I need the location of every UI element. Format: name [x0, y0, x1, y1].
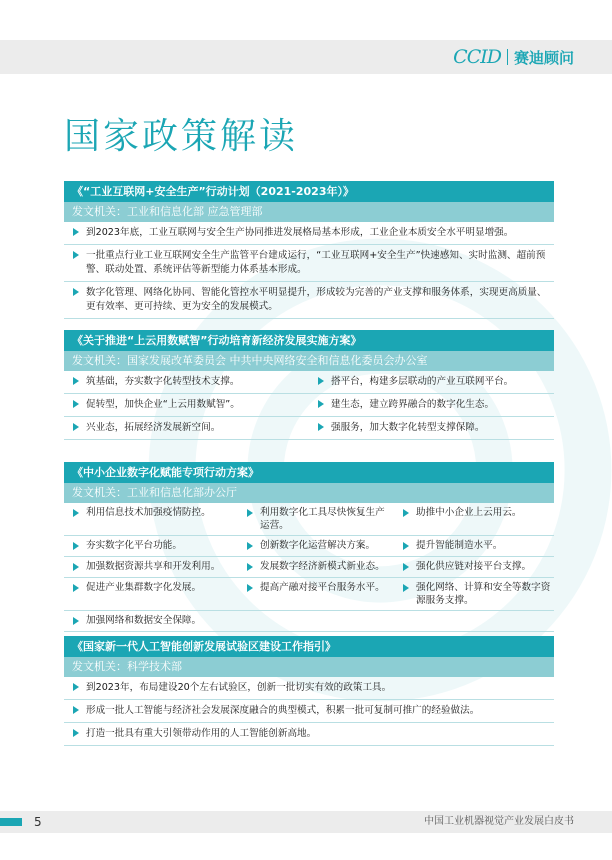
document-title: 中国工业机器视觉产业发展白皮书 — [424, 816, 574, 827]
list-item: 提升智能制造水平。 — [394, 536, 554, 557]
arrow-bullet-icon — [247, 509, 253, 517]
page-title: 国家政策解读 — [64, 116, 299, 157]
arrow-bullet-icon — [247, 542, 253, 550]
arrow-bullet-icon — [318, 377, 324, 385]
list-item: 创新数字化运营解决方案。 — [238, 536, 394, 557]
list-item: 发展数字经济新模式新业态。 — [238, 557, 394, 578]
arrow-bullet-icon — [403, 563, 409, 571]
list-item: 数字化管理、网络化协同、智能化管控水平明显提升，形成较为完善的产业支撑和服务体系，实现更高质量、更有效率、更可持续、更为安全的发展模式。 — [64, 282, 554, 319]
arrow-bullet-icon — [318, 400, 324, 408]
list-item: 促进产业集群数字化发展。 — [64, 578, 238, 611]
arrow-bullet-icon — [73, 228, 79, 236]
list-item: 加强数据资源共享和开发利用。 — [64, 557, 238, 578]
list-item: 搭平台，构建多层联动的产业互联网平台。 — [309, 371, 554, 394]
arrow-bullet-icon — [73, 423, 79, 431]
policy-section-2 — [64, 330, 554, 440]
arrow-bullet-icon — [403, 542, 409, 550]
policy-section-4 — [64, 636, 554, 746]
list-item: 一批重点行业工业互联网安全生产监管平台建成运行，“工业互联网+安全生产”快速感知、实时监测、超前预警、联动处置、系统评估等新型能力体系基本形成。 — [64, 245, 554, 282]
arrow-bullet-icon — [73, 377, 79, 385]
list-item: 兴业态，拓展经济发展新空间。 — [64, 417, 309, 440]
footer-accent — [0, 818, 22, 826]
list-item: 提高产融对接平台服务水平。 — [238, 578, 394, 611]
section-issuer: 发文机关：工业和信息化部 应急管理部 — [64, 202, 554, 222]
arrow-bullet-icon — [73, 617, 79, 625]
section-title: 《中小企业数字化赋能专项行动方案》 — [64, 462, 554, 483]
arrow-bullet-icon — [73, 509, 79, 517]
arrow-bullet-icon — [73, 729, 79, 737]
arrow-bullet-icon — [73, 584, 79, 592]
section-issuer: 发文机关：工业和信息化部办公厅 — [64, 483, 554, 503]
arrow-bullet-icon — [73, 563, 79, 571]
list-item: 强化供应链对接平台支撑。 — [394, 557, 554, 578]
list-item: 促转型，加快企业“上云用数赋智”。 — [64, 394, 309, 417]
brand — [453, 45, 574, 69]
page-number: 5 — [34, 815, 42, 829]
empty-cell — [394, 611, 554, 632]
list-item: 助推中小企业上云用云。 — [394, 503, 554, 536]
list-item: 打造一批具有重大引领带动作用的人工智能创新高地。 — [64, 723, 554, 746]
arrow-bullet-icon — [73, 288, 79, 296]
list-item: 筑基础，夯实数字化转型技术支撑。 — [64, 371, 309, 394]
arrow-bullet-icon — [73, 251, 79, 259]
arrow-bullet-icon — [247, 584, 253, 592]
list-item: 强服务，加大数字化转型支撑保障。 — [309, 417, 554, 440]
section-title: 《关于推进“上云用数赋智”行动培育新经济发展实施方案》 — [64, 330, 554, 351]
arrow-bullet-icon — [73, 400, 79, 408]
list-item: 建生态，建立跨界融合的数字化生态。 — [309, 394, 554, 417]
arrow-bullet-icon — [73, 683, 79, 691]
policy-section-1 — [64, 181, 554, 319]
list-item: 到2023年，布局建设20个左右试验区，创新一批切实有效的政策工具。 — [64, 677, 554, 700]
list-item: 夯实数字化平台功能。 — [64, 536, 238, 557]
arrow-bullet-icon — [318, 423, 324, 431]
arrow-bullet-icon — [403, 509, 409, 517]
section-title: 《国家新一代人工智能创新发展试验区建设工作指引》 — [64, 636, 554, 657]
list-item: 利用信息技术加强疫情防控。 — [64, 503, 238, 536]
list-item: 到2023年底，工业互联网与安全生产协同推进发展格局基本形成，工业企业本质安全水平明显增强。 — [64, 222, 554, 245]
empty-cell — [238, 611, 394, 632]
brand-name: 赛迪顾问 — [513, 48, 574, 67]
list-item: 利用数字化工具尽快恢复生产运营。 — [238, 503, 394, 536]
list-item: 形成一批人工智能与经济社会发展深度融合的典型模式，积累一批可复制可推广的经验做法。 — [64, 700, 554, 723]
arrow-bullet-icon — [73, 542, 79, 550]
arrow-bullet-icon — [247, 563, 253, 571]
ccid-logo: CCID — [453, 46, 501, 68]
arrow-bullet-icon — [403, 584, 409, 592]
list-item: 强化网络、计算和安全等数字资源服务支撑。 — [394, 578, 554, 611]
list-item: 加强网络和数据安全保障。 — [64, 611, 238, 632]
policy-section-3 — [64, 462, 554, 632]
brand-divider — [507, 49, 508, 65]
arrow-bullet-icon — [73, 706, 79, 714]
section-title: 《“工业互联网+安全生产”行动计划（2021-2023年）》 — [64, 181, 554, 202]
section-issuer: 发文机关：国家发展改革委员会 中共中央网络安全和信息化委员会办公室 — [64, 351, 554, 371]
section-issuer: 发文机关：科学技术部 — [64, 657, 554, 677]
